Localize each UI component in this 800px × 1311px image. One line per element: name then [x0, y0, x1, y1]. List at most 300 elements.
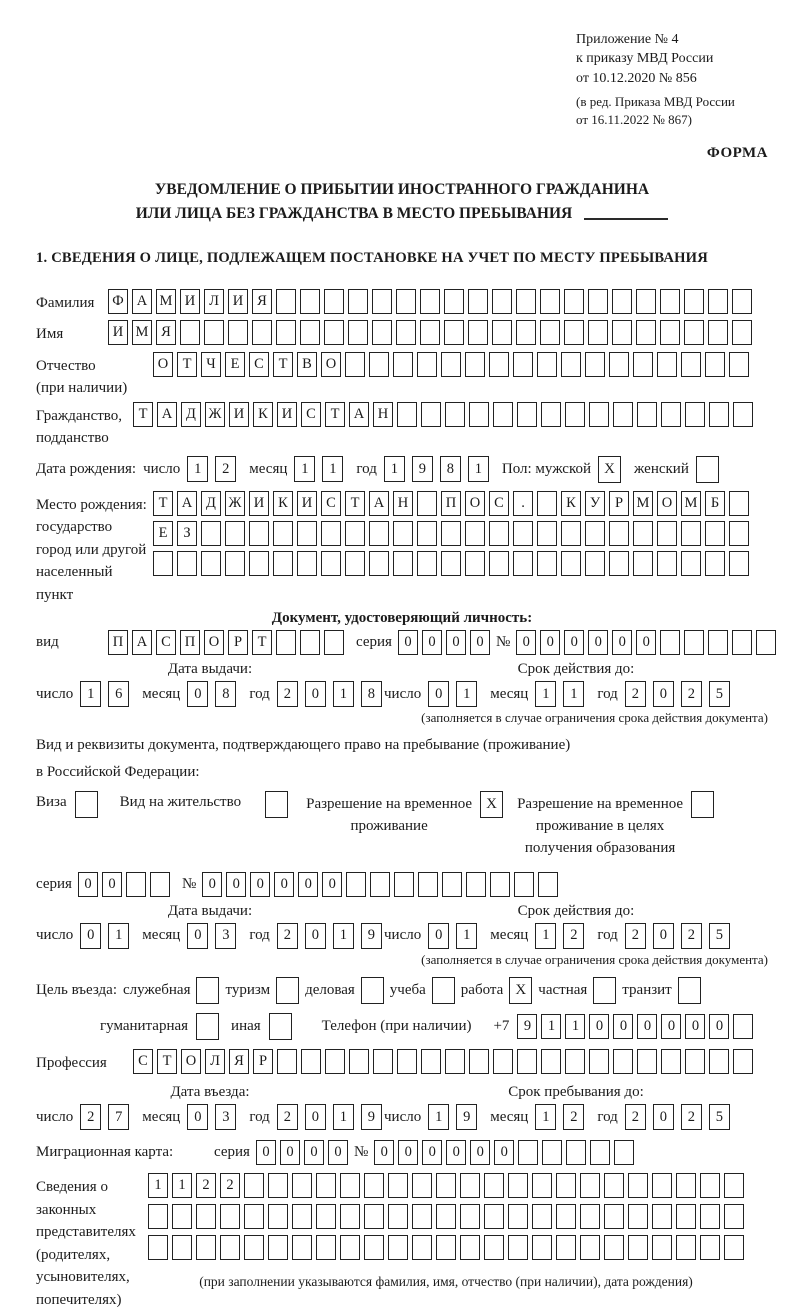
char-box[interactable]: [441, 551, 461, 576]
char-box[interactable]: [636, 320, 656, 345]
char-box[interactable]: 0: [187, 1104, 208, 1130]
char-box[interactable]: [369, 352, 389, 377]
char-box[interactable]: [585, 352, 605, 377]
char-box[interactable]: [513, 521, 533, 546]
char-box[interactable]: С: [133, 1049, 153, 1074]
char-box[interactable]: Т: [345, 491, 365, 516]
char-box[interactable]: [436, 1173, 456, 1198]
char-box[interactable]: [566, 1140, 586, 1165]
char-box[interactable]: Т: [177, 352, 197, 377]
char-box[interactable]: [660, 289, 680, 314]
char-box[interactable]: 0: [588, 630, 608, 655]
char-box[interactable]: Т: [157, 1049, 177, 1074]
char-box[interactable]: 1: [333, 923, 354, 949]
char-box[interactable]: С: [301, 402, 321, 427]
char-box[interactable]: [633, 551, 653, 576]
char-box[interactable]: 9: [361, 923, 382, 949]
char-box[interactable]: [465, 521, 485, 546]
char-box[interactable]: З: [177, 521, 197, 546]
char-box[interactable]: [349, 1049, 369, 1074]
char-box[interactable]: М: [156, 289, 176, 314]
char-box[interactable]: [580, 1204, 600, 1229]
char-box[interactable]: И: [249, 491, 269, 516]
char-box[interactable]: У: [585, 491, 605, 516]
char-box[interactable]: 3: [215, 1104, 236, 1130]
char-box[interactable]: [300, 320, 320, 345]
char-box[interactable]: [292, 1204, 312, 1229]
char-box[interactable]: [484, 1235, 504, 1260]
char-box[interactable]: [220, 1204, 240, 1229]
char-box[interactable]: Н: [393, 491, 413, 516]
char-box[interactable]: [556, 1204, 576, 1229]
char-box[interactable]: 0: [298, 872, 318, 897]
char-box[interactable]: [345, 551, 365, 576]
char-box[interactable]: 1: [80, 681, 101, 707]
char-box[interactable]: 0: [78, 872, 98, 897]
char-box[interactable]: [484, 1204, 504, 1229]
char-box[interactable]: [508, 1204, 528, 1229]
char-box[interactable]: [276, 289, 296, 314]
char-box[interactable]: [590, 1140, 610, 1165]
char-box[interactable]: [729, 521, 749, 546]
char-box[interactable]: 0: [612, 630, 632, 655]
char-box[interactable]: [345, 352, 365, 377]
char-box[interactable]: [492, 289, 512, 314]
char-box[interactable]: [705, 352, 725, 377]
char-box[interactable]: [709, 1049, 729, 1074]
char-box[interactable]: [493, 402, 513, 427]
temp-permit-edu-checkbox[interactable]: [691, 791, 714, 818]
char-box[interactable]: [204, 320, 224, 345]
char-box[interactable]: [614, 1140, 634, 1165]
char-box[interactable]: [348, 320, 368, 345]
char-box[interactable]: [369, 521, 389, 546]
char-box[interactable]: Р: [228, 630, 248, 655]
char-box[interactable]: [604, 1204, 624, 1229]
char-box[interactable]: [445, 1049, 465, 1074]
char-box[interactable]: 2: [681, 681, 702, 707]
char-box[interactable]: [225, 521, 245, 546]
char-box[interactable]: [538, 872, 558, 897]
char-box[interactable]: [273, 551, 293, 576]
char-box[interactable]: [412, 1173, 432, 1198]
char-box[interactable]: [277, 1049, 297, 1074]
char-box[interactable]: [685, 1049, 705, 1074]
char-box[interactable]: [508, 1235, 528, 1260]
char-box[interactable]: [484, 1173, 504, 1198]
char-box[interactable]: [465, 551, 485, 576]
char-box[interactable]: [340, 1204, 360, 1229]
char-box[interactable]: 2: [563, 1104, 584, 1130]
char-box[interactable]: [324, 289, 344, 314]
char-box[interactable]: 0: [709, 1014, 729, 1039]
char-box[interactable]: 1: [384, 456, 405, 482]
char-box[interactable]: [585, 551, 605, 576]
char-box[interactable]: [244, 1235, 264, 1260]
char-box[interactable]: 8: [361, 681, 382, 707]
char-box[interactable]: [445, 402, 465, 427]
char-box[interactable]: [418, 872, 438, 897]
char-box[interactable]: [700, 1173, 720, 1198]
char-box[interactable]: [628, 1173, 648, 1198]
char-box[interactable]: Т: [133, 402, 153, 427]
char-box[interactable]: [364, 1204, 384, 1229]
char-box[interactable]: 0: [428, 923, 449, 949]
char-box[interactable]: И: [228, 289, 248, 314]
char-box[interactable]: 0: [470, 1140, 490, 1165]
char-box[interactable]: [249, 521, 269, 546]
char-box[interactable]: Я: [229, 1049, 249, 1074]
char-box[interactable]: 2: [625, 681, 646, 707]
char-box[interactable]: [388, 1204, 408, 1229]
char-box[interactable]: Н: [373, 402, 393, 427]
char-box[interactable]: [268, 1204, 288, 1229]
char-box[interactable]: 0: [187, 681, 208, 707]
char-box[interactable]: [297, 551, 317, 576]
char-box[interactable]: 0: [305, 1104, 326, 1130]
char-box[interactable]: 0: [398, 1140, 418, 1165]
char-box[interactable]: Р: [609, 491, 629, 516]
char-box[interactable]: 0: [274, 872, 294, 897]
char-box[interactable]: 0: [322, 872, 342, 897]
char-box[interactable]: О: [204, 630, 224, 655]
char-box[interactable]: [340, 1235, 360, 1260]
char-box[interactable]: [417, 551, 437, 576]
char-box[interactable]: 6: [108, 681, 129, 707]
char-box[interactable]: Т: [252, 630, 272, 655]
char-box[interactable]: И: [297, 491, 317, 516]
char-box[interactable]: [756, 630, 776, 655]
char-box[interactable]: [513, 551, 533, 576]
purpose-private-checkbox[interactable]: [593, 977, 616, 1004]
char-box[interactable]: 0: [226, 872, 246, 897]
char-box[interactable]: [249, 551, 269, 576]
char-box[interactable]: [732, 630, 752, 655]
char-box[interactable]: [348, 289, 368, 314]
char-box[interactable]: [681, 551, 701, 576]
char-box[interactable]: 1: [535, 681, 556, 707]
char-box[interactable]: О: [657, 491, 677, 516]
char-box[interactable]: Т: [325, 402, 345, 427]
char-box[interactable]: 2: [625, 923, 646, 949]
char-box[interactable]: Д: [181, 402, 201, 427]
char-box[interactable]: 1: [148, 1173, 168, 1198]
char-box[interactable]: 0: [80, 923, 101, 949]
char-box[interactable]: Я: [252, 289, 272, 314]
char-box[interactable]: И: [277, 402, 297, 427]
char-box[interactable]: [388, 1173, 408, 1198]
char-box[interactable]: [316, 1235, 336, 1260]
char-box[interactable]: [466, 872, 486, 897]
char-box[interactable]: [373, 1049, 393, 1074]
char-box[interactable]: 0: [613, 1014, 633, 1039]
char-box[interactable]: [370, 872, 390, 897]
char-box[interactable]: [126, 872, 146, 897]
char-box[interactable]: М: [132, 320, 152, 345]
char-box[interactable]: 2: [563, 923, 584, 949]
char-box[interactable]: [420, 289, 440, 314]
char-box[interactable]: [388, 1235, 408, 1260]
char-box[interactable]: [556, 1173, 576, 1198]
char-box[interactable]: [612, 289, 632, 314]
char-box[interactable]: 0: [470, 630, 490, 655]
char-box[interactable]: 0: [374, 1140, 394, 1165]
char-box[interactable]: 0: [422, 1140, 442, 1165]
purpose-transit-checkbox[interactable]: [678, 977, 701, 1004]
char-box[interactable]: С: [249, 352, 269, 377]
char-box[interactable]: [516, 320, 536, 345]
char-box[interactable]: О: [181, 1049, 201, 1074]
char-box[interactable]: А: [132, 289, 152, 314]
char-box[interactable]: [660, 630, 680, 655]
char-box[interactable]: [517, 1049, 537, 1074]
char-box[interactable]: Б: [705, 491, 725, 516]
char-box[interactable]: 0: [653, 681, 674, 707]
char-box[interactable]: [177, 551, 197, 576]
purpose-official-checkbox[interactable]: [196, 977, 219, 1004]
char-box[interactable]: [489, 521, 509, 546]
char-box[interactable]: [469, 1049, 489, 1074]
char-box[interactable]: [412, 1235, 432, 1260]
char-box[interactable]: [564, 289, 584, 314]
char-box[interactable]: 2: [277, 681, 298, 707]
char-box[interactable]: [469, 402, 489, 427]
char-box[interactable]: [412, 1204, 432, 1229]
char-box[interactable]: [565, 402, 585, 427]
char-box[interactable]: 9: [412, 456, 433, 482]
char-box[interactable]: [628, 1235, 648, 1260]
char-box[interactable]: 2: [681, 923, 702, 949]
char-box[interactable]: [541, 402, 561, 427]
char-box[interactable]: 5: [709, 1104, 730, 1130]
char-box[interactable]: Ф: [108, 289, 128, 314]
char-box[interactable]: [153, 551, 173, 576]
char-box[interactable]: 1: [565, 1014, 585, 1039]
char-box[interactable]: [613, 402, 633, 427]
char-box[interactable]: [609, 352, 629, 377]
char-box[interactable]: 1: [322, 456, 343, 482]
char-box[interactable]: 0: [494, 1140, 514, 1165]
char-box[interactable]: [604, 1235, 624, 1260]
char-box[interactable]: [397, 402, 417, 427]
char-box[interactable]: [148, 1204, 168, 1229]
char-box[interactable]: [532, 1173, 552, 1198]
char-box[interactable]: [442, 872, 462, 897]
char-box[interactable]: Е: [153, 521, 173, 546]
char-box[interactable]: 0: [256, 1140, 276, 1165]
char-box[interactable]: .: [513, 491, 533, 516]
char-box[interactable]: П: [441, 491, 461, 516]
purpose-work-checkbox[interactable]: X: [509, 977, 532, 1004]
char-box[interactable]: 0: [305, 923, 326, 949]
char-box[interactable]: [148, 1235, 168, 1260]
char-box[interactable]: А: [132, 630, 152, 655]
char-box[interactable]: С: [321, 491, 341, 516]
char-box[interactable]: А: [177, 491, 197, 516]
char-box[interactable]: [180, 320, 200, 345]
char-box[interactable]: [684, 320, 704, 345]
char-box[interactable]: [514, 872, 534, 897]
char-box[interactable]: [513, 352, 533, 377]
char-box[interactable]: [490, 872, 510, 897]
char-box[interactable]: 0: [428, 681, 449, 707]
char-box[interactable]: [537, 521, 557, 546]
char-box[interactable]: [300, 289, 320, 314]
char-box[interactable]: 0: [564, 630, 584, 655]
char-box[interactable]: 2: [220, 1173, 240, 1198]
char-box[interactable]: [492, 320, 512, 345]
char-box[interactable]: [276, 630, 296, 655]
purpose-business-checkbox[interactable]: [361, 977, 384, 1004]
char-box[interactable]: [436, 1204, 456, 1229]
char-box[interactable]: [580, 1235, 600, 1260]
char-box[interactable]: [201, 521, 221, 546]
char-box[interactable]: 2: [196, 1173, 216, 1198]
char-box[interactable]: 1: [428, 1104, 449, 1130]
char-box[interactable]: [652, 1173, 672, 1198]
char-box[interactable]: К: [273, 491, 293, 516]
char-box[interactable]: [517, 402, 537, 427]
char-box[interactable]: О: [465, 491, 485, 516]
char-box[interactable]: [420, 320, 440, 345]
char-box[interactable]: [681, 352, 701, 377]
char-box[interactable]: Я: [156, 320, 176, 345]
char-box[interactable]: Т: [153, 491, 173, 516]
char-box[interactable]: [708, 630, 728, 655]
char-box[interactable]: [561, 551, 581, 576]
char-box[interactable]: 1: [456, 681, 477, 707]
char-box[interactable]: [441, 521, 461, 546]
char-box[interactable]: [729, 491, 749, 516]
char-box[interactable]: [460, 1173, 480, 1198]
char-box[interactable]: 1: [108, 923, 129, 949]
char-box[interactable]: 0: [446, 630, 466, 655]
char-box[interactable]: Ж: [225, 491, 245, 516]
char-box[interactable]: [436, 1235, 456, 1260]
char-box[interactable]: [372, 289, 392, 314]
char-box[interactable]: [732, 289, 752, 314]
char-box[interactable]: [268, 1235, 288, 1260]
char-box[interactable]: [220, 1235, 240, 1260]
char-box[interactable]: [588, 320, 608, 345]
char-box[interactable]: [417, 521, 437, 546]
char-box[interactable]: 0: [187, 923, 208, 949]
char-box[interactable]: 0: [653, 923, 674, 949]
char-box[interactable]: 5: [709, 681, 730, 707]
char-box[interactable]: П: [180, 630, 200, 655]
char-box[interactable]: 2: [625, 1104, 646, 1130]
char-box[interactable]: Т: [273, 352, 293, 377]
char-box[interactable]: [541, 1049, 561, 1074]
char-box[interactable]: [612, 320, 632, 345]
char-box[interactable]: [729, 551, 749, 576]
char-box[interactable]: 1: [187, 456, 208, 482]
char-box[interactable]: [372, 320, 392, 345]
char-box[interactable]: 1: [333, 681, 354, 707]
purpose-other-checkbox[interactable]: [269, 1013, 292, 1040]
char-box[interactable]: [532, 1204, 552, 1229]
char-box[interactable]: [324, 630, 344, 655]
char-box[interactable]: К: [253, 402, 273, 427]
char-box[interactable]: [396, 289, 416, 314]
char-box[interactable]: [244, 1173, 264, 1198]
char-box[interactable]: К: [561, 491, 581, 516]
char-box[interactable]: [637, 1049, 657, 1074]
char-box[interactable]: 0: [202, 872, 222, 897]
char-box[interactable]: [345, 521, 365, 546]
char-box[interactable]: [609, 521, 629, 546]
char-box[interactable]: И: [180, 289, 200, 314]
char-box[interactable]: 9: [361, 1104, 382, 1130]
char-box[interactable]: [705, 551, 725, 576]
char-box[interactable]: [628, 1204, 648, 1229]
char-box[interactable]: [589, 1049, 609, 1074]
sex-male-checkbox[interactable]: X: [598, 456, 621, 483]
char-box[interactable]: И: [229, 402, 249, 427]
char-box[interactable]: [364, 1173, 384, 1198]
char-box[interactable]: С: [156, 630, 176, 655]
char-box[interactable]: [489, 551, 509, 576]
char-box[interactable]: 1: [294, 456, 315, 482]
char-box[interactable]: [604, 1173, 624, 1198]
char-box[interactable]: [516, 289, 536, 314]
char-box[interactable]: [657, 352, 677, 377]
char-box[interactable]: 2: [80, 1104, 101, 1130]
char-box[interactable]: [489, 352, 509, 377]
char-box[interactable]: [301, 1049, 321, 1074]
char-box[interactable]: [172, 1204, 192, 1229]
char-box[interactable]: 1: [172, 1173, 192, 1198]
char-box[interactable]: [508, 1173, 528, 1198]
char-box[interactable]: 2: [277, 1104, 298, 1130]
char-box[interactable]: [460, 1235, 480, 1260]
char-box[interactable]: [468, 289, 488, 314]
char-box[interactable]: [228, 320, 248, 345]
sex-female-checkbox[interactable]: [696, 456, 719, 483]
char-box[interactable]: [444, 320, 464, 345]
char-box[interactable]: [346, 872, 366, 897]
char-box[interactable]: [724, 1204, 744, 1229]
char-box[interactable]: 1: [541, 1014, 561, 1039]
char-box[interactable]: [700, 1204, 720, 1229]
purpose-study-checkbox[interactable]: [432, 977, 455, 1004]
char-box[interactable]: [393, 352, 413, 377]
char-box[interactable]: 0: [446, 1140, 466, 1165]
char-box[interactable]: 0: [661, 1014, 681, 1039]
char-box[interactable]: 1: [535, 923, 556, 949]
char-box[interactable]: [321, 551, 341, 576]
char-box[interactable]: [652, 1235, 672, 1260]
char-box[interactable]: П: [108, 630, 128, 655]
char-box[interactable]: 0: [516, 630, 536, 655]
char-box[interactable]: [724, 1235, 744, 1260]
char-box[interactable]: [324, 320, 344, 345]
char-box[interactable]: [369, 551, 389, 576]
char-box[interactable]: [417, 491, 437, 516]
char-box[interactable]: [561, 521, 581, 546]
char-box[interactable]: И: [108, 320, 128, 345]
visa-checkbox[interactable]: [75, 791, 98, 818]
char-box[interactable]: 0: [328, 1140, 348, 1165]
char-box[interactable]: [708, 320, 728, 345]
char-box[interactable]: 2: [215, 456, 236, 482]
char-box[interactable]: [636, 289, 656, 314]
char-box[interactable]: [225, 551, 245, 576]
char-box[interactable]: [273, 521, 293, 546]
char-box[interactable]: [276, 320, 296, 345]
char-box[interactable]: Р: [253, 1049, 273, 1074]
char-box[interactable]: [652, 1204, 672, 1229]
